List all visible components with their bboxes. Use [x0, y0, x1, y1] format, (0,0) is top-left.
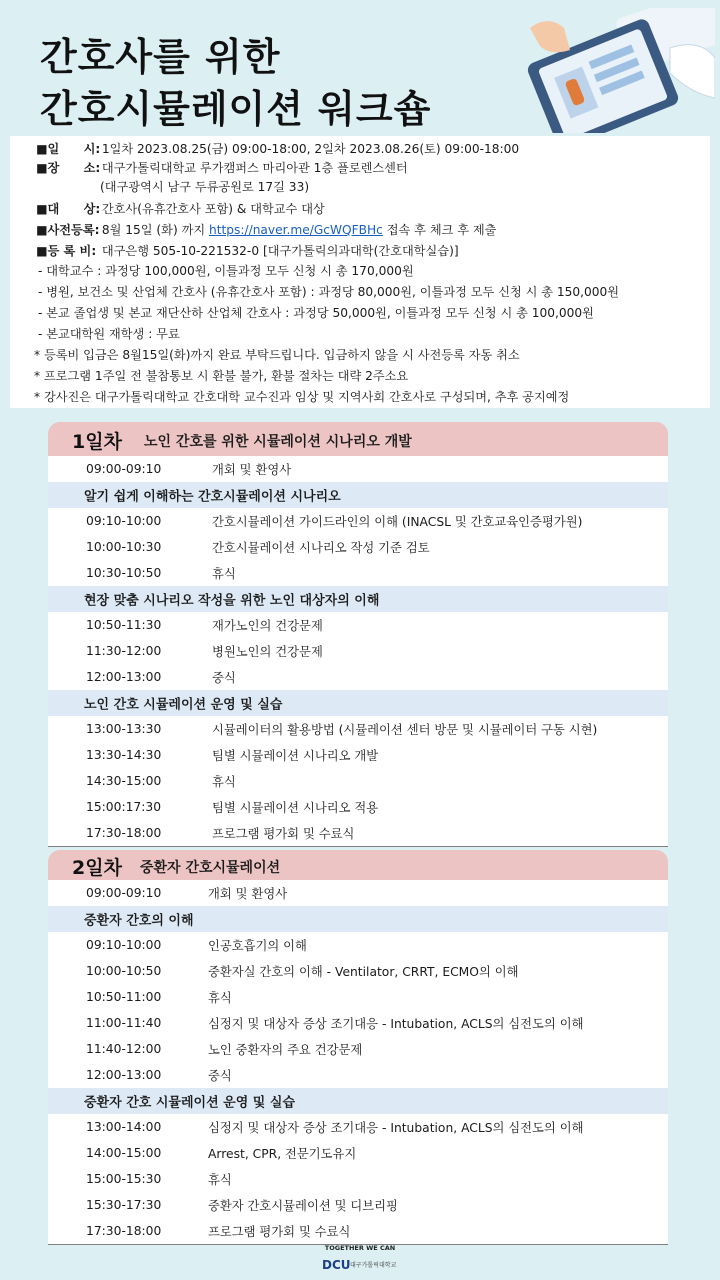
schedule-row [48, 1036, 668, 1063]
day-number: 2일차 [72, 857, 122, 879]
day-number: 1일차 [72, 431, 122, 453]
schedule-activity: 개회 및 환영사 [208, 887, 288, 901]
schedule-time: 12:00-13:00 [86, 670, 162, 684]
schedule-time: 13:30-14:30 [86, 748, 162, 762]
schedule-time: 11:40-12:00 [86, 1042, 162, 1056]
schedule-time: 10:30-10:50 [86, 566, 162, 580]
day-title: 노인 간호를 위한 시뮬레이션 시나리오 개발 [144, 434, 412, 450]
prereg-link[interactable]: https://naver.me/GcWQFBHc [209, 223, 383, 237]
info-place-value: 대구가톨릭대학교 루가캠퍼스 마리아관 1층 플로렌스센터 [101, 161, 408, 175]
schedule-time: 09:10-10:00 [86, 514, 162, 528]
section-title: 중환자 간호의 이해 [84, 913, 194, 929]
day1-schedule [48, 422, 668, 846]
schedule-time: 11:00-11:40 [86, 1016, 162, 1030]
schedule-time: 13:00-14:00 [86, 1120, 162, 1134]
fee-item: - 병원, 보건소 및 산업체 간호사 (유휴간호사 포함) : 과정당 80,000원, 이틀과정 모두 신청 시 총 150,000원 [38, 285, 620, 299]
note-item: * 등록비 입금은 8월15일(화)까지 완료 부탁드립니다. 입금하지 않을 시 사전등록 자동 취소 [34, 348, 520, 362]
info-target-label: ■대 상: [36, 202, 101, 216]
info-prereg-label: ■사전등록: [36, 223, 100, 237]
day-title: 중환자 간호시뮬레이션 [140, 860, 281, 876]
schedule-activity: 심정지 및 대상자 증상 조기대응 - Intubation, ACLS의 심전도의 이해 [208, 1017, 584, 1031]
schedule-row [48, 880, 668, 907]
day1-header [48, 422, 668, 456]
schedule-time: 17:30-18:00 [86, 1224, 162, 1238]
schedule-activity: 중식 [212, 671, 236, 685]
schedule-time: 12:00-13:00 [86, 1068, 162, 1082]
info-date-label: ■일 시: [36, 142, 101, 156]
info-fee [36, 243, 459, 259]
note-item: * 강사진은 대구가톨릭대학교 간호대학 교수진과 임상 및 지역사회 간호사로 구성되며, 추후 공지예정 [34, 390, 570, 404]
schedule-time: 09:00-09:10 [86, 886, 162, 900]
schedule-activity: 프로그램 평가회 및 수료식 [208, 1225, 351, 1239]
schedule-row [48, 716, 668, 743]
schedule-activity: 재가노인의 건강문제 [212, 619, 323, 633]
schedule-activity: 프로그램 평가회 및 수료식 [212, 827, 355, 841]
schedule-time: 15:30-17:30 [86, 1198, 162, 1212]
section-title: 중환자 간호 시뮬레이션 운영 및 실습 [84, 1095, 295, 1111]
schedule-activity: 간호시뮬레이션 시나리오 작성 기준 검토 [212, 541, 430, 555]
schedule-activity: 휴식 [208, 1173, 232, 1187]
fee-item: - 본교대학원 재학생 : 무료 [38, 327, 180, 341]
schedule-activity: 심정지 및 대상자 증상 조기대응 - Intubation, ACLS의 심전도의 이해 [208, 1121, 584, 1135]
schedule-activity: 휴식 [212, 775, 236, 789]
info-target-value: 간호사(유휴간호사 포함) & 대학교수 대상 [101, 202, 325, 216]
day2-header [48, 850, 668, 880]
section-title: 알기 쉽게 이해하는 간호시뮬레이션 시나리오 [84, 489, 341, 505]
schedule-row [48, 612, 668, 639]
day2-schedule [48, 850, 668, 1242]
section-header [48, 906, 668, 933]
info-date [36, 141, 519, 157]
info-panel [10, 136, 710, 408]
page-title-line1: 간호사를 위한 [40, 35, 281, 79]
schedule-row [48, 1062, 668, 1089]
schedule-activity: 휴식 [212, 567, 236, 581]
schedule-activity: 인공호흡기의 이해 [208, 939, 307, 953]
schedule-time: 10:00-10:30 [86, 540, 162, 554]
schedule-time: 11:30-12:00 [86, 644, 162, 658]
schedule-row [48, 1218, 668, 1245]
header [0, 0, 720, 134]
info-prereg [36, 222, 496, 238]
schedule-time: 10:50-11:30 [86, 618, 162, 632]
schedule-activity: 팀별 시뮬레이션 시나리오 개발 [212, 749, 379, 763]
university-name: 대구가톨릭대학교 [350, 1262, 397, 1269]
schedule-row [48, 1192, 668, 1219]
schedule-row [48, 742, 668, 769]
schedule-activity: 팀별 시뮬레이션 시나리오 적용 [212, 801, 379, 815]
note-item: * 프로그램 1주일 전 불참통보 시 환불 불가, 환불 절차는 대략 2주소요 [34, 369, 409, 383]
schedule-time: 10:50-11:00 [86, 990, 162, 1004]
schedule-row [48, 820, 668, 847]
schedule-time: 14:00-15:00 [86, 1146, 162, 1160]
schedule-activity: 중식 [208, 1069, 232, 1083]
info-target [36, 201, 325, 217]
schedule-activity: 병원노인의 건강문제 [212, 645, 323, 659]
schedule-row [48, 768, 668, 795]
section-title: 노인 간호 시뮬레이션 운영 및 실습 [84, 697, 283, 713]
section-header [48, 690, 668, 717]
footer [0, 1244, 720, 1280]
dcu-logo: DCU [322, 1258, 351, 1272]
page-title-line2: 간호시뮬레이션 워크숍 [40, 87, 432, 131]
schedule-row [48, 456, 668, 483]
footer-tagline: TOGETHER WE CAN [324, 1244, 396, 1252]
schedule-row [48, 1010, 668, 1037]
schedule-row [48, 984, 668, 1011]
info-prereg-before: 8월 15일 (화) 까지 [101, 223, 206, 237]
schedule-activity: Arrest, CPR, 전문기도유지 [208, 1147, 357, 1161]
schedule-activity: 개회 및 환영사 [212, 463, 292, 477]
schedule-row [48, 534, 668, 561]
schedule-row [48, 560, 668, 587]
schedule-row [48, 508, 668, 535]
fee-item: - 대학교수 : 과정당 100,000원, 이틀과정 모두 신청 시 총 170,000원 [38, 264, 414, 278]
info-fee-value: 대구은행 505-10-221532-0 [대구가톨릭의과대학(간호대학실습)] [101, 244, 459, 258]
schedule-activity: 휴식 [208, 991, 232, 1005]
section-title: 현장 맞춤 시나리오 작성을 위한 노인 대상자의 이해 [84, 593, 380, 609]
schedule-time: 10:00-10:50 [86, 964, 162, 978]
schedule-time: 15:00:17:30 [86, 800, 162, 814]
schedule-time: 09:00-09:10 [86, 462, 162, 476]
schedule-row [48, 958, 668, 985]
section-header [48, 1088, 668, 1115]
schedule-time: 13:00-13:30 [86, 722, 162, 736]
tablet-illustration [520, 8, 715, 133]
section-header [48, 586, 668, 613]
info-place-address: (대구광역시 남구 두류공원로 17길 33) [100, 180, 310, 194]
info-fee-label: ■등 록 비: [36, 244, 97, 258]
schedule-row [48, 664, 668, 691]
info-place-label: ■장 소: [36, 161, 101, 175]
info-place [36, 160, 408, 176]
schedule-activity: 중환자실 간호의 이해 - Ventilator, CRRT, ECMO의 이해 [208, 965, 519, 979]
schedule-time: 09:10-10:00 [86, 938, 162, 952]
schedule-row [48, 1114, 668, 1141]
schedule-row [48, 638, 668, 665]
schedule-row [48, 1166, 668, 1193]
schedule-activity: 시뮬레이터의 활용방법 (시뮬레이션 센터 방문 및 시뮬레이터 구동 시현) [212, 723, 598, 737]
schedule-time: 15:00-15:30 [86, 1172, 162, 1186]
info-date-value: 1일차 2023.08.25(금) 09:00-18:00, 2일차 2023.08.26(토) 09:00-18:00 [101, 142, 520, 156]
schedule-activity: 중환자 간호시뮬레이션 및 디브리핑 [208, 1199, 398, 1213]
schedule-row [48, 932, 668, 959]
schedule-activity: 간호시뮬레이션 가이드라인의 이해 (INACSL 및 간호교육인증평가원) [212, 515, 583, 529]
schedule-time: 14:30-15:00 [86, 774, 162, 788]
schedule-row [48, 794, 668, 821]
schedule-row [48, 1140, 668, 1167]
schedule-activity: 노인 중환자의 주요 건강문제 [208, 1043, 363, 1057]
fee-item: - 본교 졸업생 및 본교 재단산하 산업체 간호사 : 과정당 50,000원, 이틀과정 모두 신청 시 총 100,000원 [38, 306, 594, 320]
schedule-time: 17:30-18:00 [86, 826, 162, 840]
section-header [48, 482, 668, 509]
info-prereg-after: 접속 후 체크 후 제출 [386, 223, 497, 237]
